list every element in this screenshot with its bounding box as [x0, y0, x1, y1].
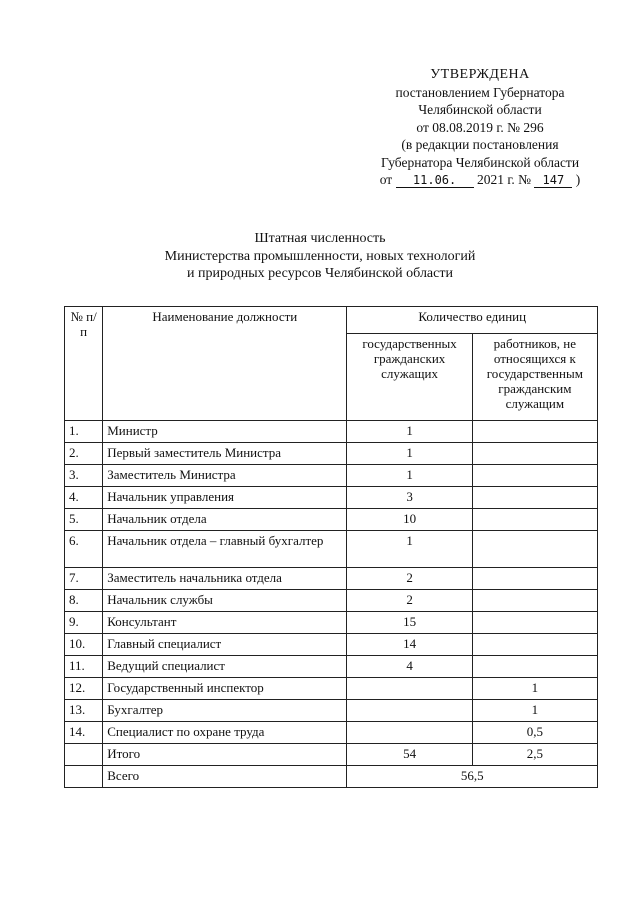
row-name: Ведущий специалист — [103, 656, 347, 678]
total-gov: 54 — [347, 744, 472, 766]
table-row — [65, 678, 598, 700]
row-gov: 2 — [347, 568, 472, 590]
row-other — [472, 590, 597, 612]
row-num: 10. — [65, 634, 103, 656]
table-row — [65, 509, 598, 531]
row-name: Бухгалтер — [103, 700, 347, 722]
row-name: Консультант — [103, 612, 347, 634]
row-name: Государственный инспектор — [103, 678, 347, 700]
row-gov: 2 — [347, 590, 472, 612]
grand-total-row — [65, 766, 598, 788]
approval-from: от — [379, 172, 393, 187]
row-num: 13. — [65, 700, 103, 722]
staff-table — [64, 306, 598, 788]
approval-year: 2021 г. № — [476, 172, 531, 187]
row-name: Начальник службы — [103, 590, 347, 612]
row-num: 2. — [65, 443, 103, 465]
row-gov: 14 — [347, 634, 472, 656]
row-other — [472, 531, 597, 568]
row-gov: 1 — [347, 531, 472, 568]
row-num: 3. — [65, 465, 103, 487]
row-gov: 1 — [347, 443, 472, 465]
title-line: и природных ресурсов Челябинской области — [187, 266, 453, 281]
title-line: Штатная численность — [254, 231, 386, 246]
row-other — [472, 487, 597, 509]
row-num: 4. — [65, 487, 103, 509]
row-gov: 1 — [347, 421, 472, 443]
row-other: 0,5 — [472, 722, 597, 744]
table-row — [65, 421, 598, 443]
grand-value: 56,5 — [347, 766, 598, 788]
handwritten-date: 11.06. — [396, 173, 474, 188]
header-gov: государственных гражданских служащих — [347, 334, 472, 421]
table-row — [65, 568, 598, 590]
approval-date-line — [360, 171, 600, 189]
row-gov: 1 — [347, 465, 472, 487]
total-row — [65, 744, 598, 766]
row-other — [472, 509, 597, 531]
row-name: Начальник отдела — [103, 509, 347, 531]
approval-heading: УТВЕРЖДЕНА — [430, 67, 530, 82]
total-num-cell — [65, 744, 103, 766]
approval-line: от 08.08.2019 г. № 296 — [416, 119, 544, 135]
row-name: Заместитель начальника отдела — [103, 568, 347, 590]
table-row — [65, 700, 598, 722]
table-header-row — [65, 307, 598, 334]
table-row — [65, 465, 598, 487]
table-row — [65, 612, 598, 634]
row-name: Главный специалист — [103, 634, 347, 656]
handwritten-number: 147 — [534, 173, 572, 188]
row-name: Заместитель Министра — [103, 465, 347, 487]
table-row — [65, 590, 598, 612]
header-num: № п/п — [65, 307, 103, 421]
table-body — [65, 421, 598, 744]
document-title — [60, 230, 580, 283]
row-other — [472, 443, 597, 465]
row-other — [472, 465, 597, 487]
row-name: Первый заместитель Министра — [103, 443, 347, 465]
title-line: Министерства промышленности, новых технологий — [164, 248, 476, 264]
row-num: 5. — [65, 509, 103, 531]
row-name: Начальник управления — [103, 487, 347, 509]
row-name: Специалист по охране труда — [103, 722, 347, 744]
row-num: 12. — [65, 678, 103, 700]
table-row — [65, 531, 598, 568]
row-name: Министр — [103, 421, 347, 443]
approval-block — [360, 66, 600, 189]
header-count: Количество единиц — [347, 307, 598, 334]
approval-line: постановлением Губернатора — [395, 84, 565, 100]
row-num: 9. — [65, 612, 103, 634]
row-other: 1 — [472, 700, 597, 722]
header-name: Наименование должности — [103, 307, 347, 421]
row-num: 11. — [65, 656, 103, 678]
row-num: 8. — [65, 590, 103, 612]
table-row — [65, 722, 598, 744]
row-gov — [347, 678, 472, 700]
row-other — [472, 612, 597, 634]
row-gov: 3 — [347, 487, 472, 509]
table-row — [65, 487, 598, 509]
grand-num-cell — [65, 766, 103, 788]
row-gov — [347, 700, 472, 722]
row-gov — [347, 722, 472, 744]
total-label: Итого — [103, 744, 347, 766]
table-row — [65, 634, 598, 656]
approval-line: Челябинской области — [418, 102, 542, 117]
row-gov: 4 — [347, 656, 472, 678]
approval-line: (в редакции постановления — [401, 137, 559, 152]
row-num: 7. — [65, 568, 103, 590]
table-row — [65, 443, 598, 465]
row-other — [472, 656, 597, 678]
row-other — [472, 421, 597, 443]
row-other — [472, 634, 597, 656]
row-num: 6. — [65, 531, 103, 568]
approval-line: Губернатора Челябинской области — [380, 154, 580, 170]
row-num: 14. — [65, 722, 103, 744]
total-other: 2,5 — [472, 744, 597, 766]
grand-label: Всего — [103, 766, 347, 788]
row-other — [472, 568, 597, 590]
approval-close: ) — [575, 172, 581, 187]
row-name: Начальник отдела – главный бухгалтер — [103, 531, 347, 568]
row-num: 1. — [65, 421, 103, 443]
row-gov: 15 — [347, 612, 472, 634]
row-gov: 10 — [347, 509, 472, 531]
table-row — [65, 656, 598, 678]
header-other: работников, не относящихся к государственным гражданским служащим — [472, 334, 597, 421]
row-other: 1 — [472, 678, 597, 700]
